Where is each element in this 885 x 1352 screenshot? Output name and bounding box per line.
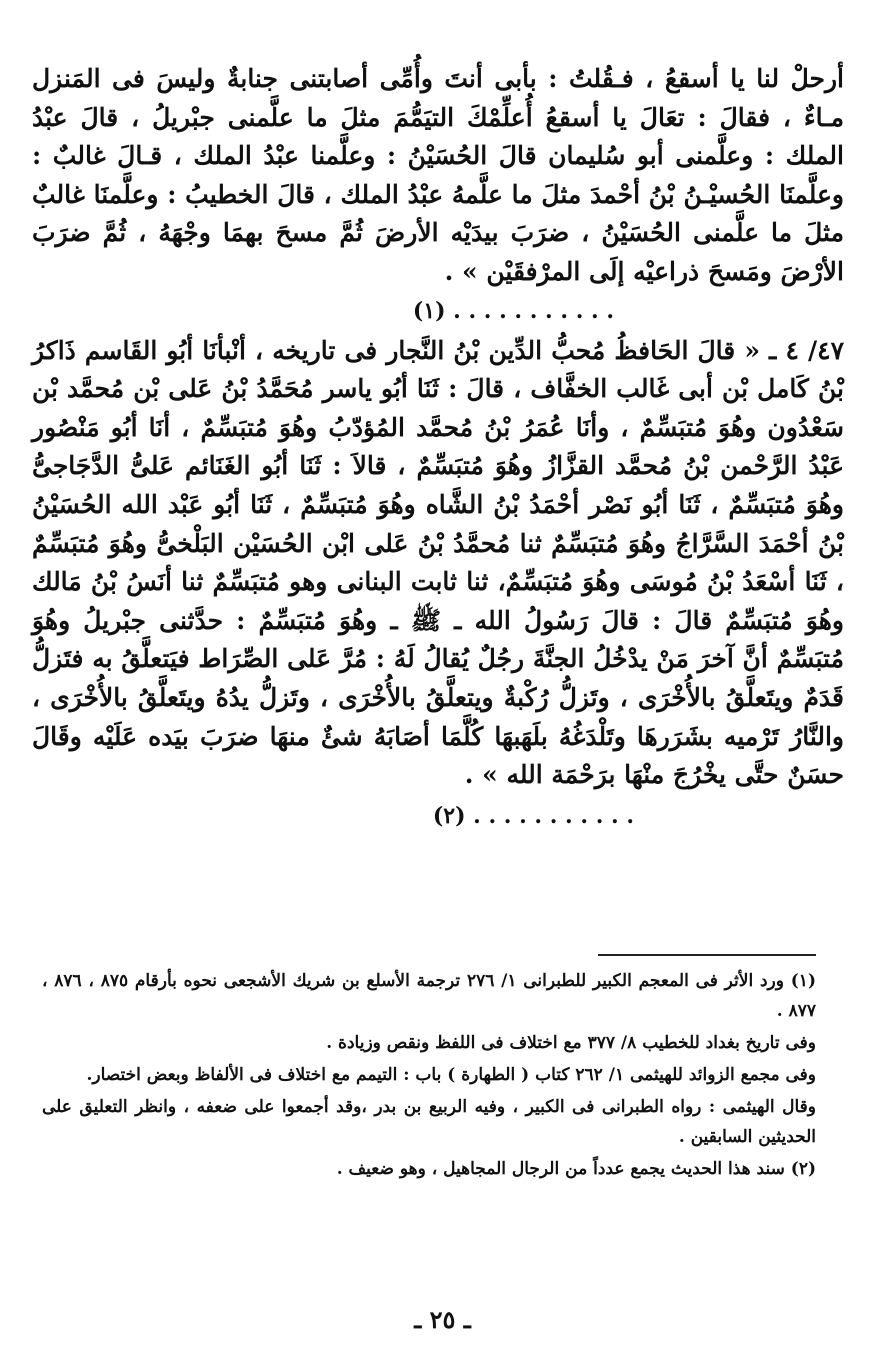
footnote-1-line-1: (١) ورد الأثر فى المعجم الكبير للطبرانى ١/ ٢٧٦ ترجمة الأسلع بن شريك الأشجعى نحوه بأرقام ٨٧٥ ، ٨٧٦ ، ٨٧٧ . [42, 971, 816, 1021]
paragraph-hadith-47: ٤٧/ ٤ ـ « قالَ الحَافظُ مُحبُّ الدِّين بْنُ النَّجار فى تاريخه ، أنْبأنَا أبُو القَاسم ذَاكرُ بْنُ كَامل بْن أبى غَالب الخفَّاف ، قالَ : ثَنَا أبُو ياسر مُحَمَّدُ بْنُ عَلى بْن مُحمَّد بْن سَعْدُون وهُوَ مُتبَسِّمٌ ، وأنَا عُمَرُ بْنُ مُحمَّد المُؤدّبُ وهُوَ مُتبَسِّمٌ ، أنَا أبُو مَنْصُور عَبْدُ الرَّحْمن بْنُ مُحمَّد القزَّازُ وهُوَ مُتبَسِّمٌ ، قالاَ : ثَنَا أبُو الغَنَائم عَلىُّ الدَّجَاجىُّ وهُوَ مُتبَسِّمٌ ، ثَنَا أبُو نَصْر أحْمَدُ بْنُ الشَّاه وهُوَ مُتبَسِّمٌ ، ثَنَا أبُو عَبْد الله الحُسَيْنُ بْنُ أحْمَدَ السَّرَّاجُ وهُوَ مُتبَسِّمٌ ثنا مُحمَّدُ بْنُ عَلى ابْن الحُسَيْن البَلْخىُّ وهُوَ مُتبَسِّمٌ ، ثَنَا أسْعَدُ بْنُ مُوسَى وهُوَ مُتبَسِّمٌ، ثنا ثابت البنانى وهو مُتبَسِّمٌ ثنا أنَسُ بْنُ مَالك وهُوَ مُتبَسِّمٌ قالَ : قالَ رَسُولُ الله ـ ﷺ ـ وهُوَ مُتبَسِّمٌ : حدَّثنى جبْريلُ وهُوَ مُتبَسِّمٌ أنَّ آخرَ مَنْ يدْخُلُ الجنَّةَ رجُلٌ يُقالُ لَهُ : مُرَّ عَلى الصِّرَاط فيَتعلَّقُ به فتَزلُّ قَدَمٌ ويتَعلَّقُ بالأُخْرَى ، وتَزلُّ رُكْبةٌ ويتعلَّقُ بالأُخْرَى ، وتَزلُّ يدُهُ ويتَعلَّقُ بالأُخْرَى ، والنَّارُ تَرْميه بشَرَرهَا وتَلْدَغُهُ بلَهَبهَا كُلَّمَا أصَابَهُ شئٌ منهَا ضرَبَ بيَده عَلَيْه وقَالَ حسَنٌ حتَّى يخْرُجَ منْهَا برَحْمَة الله » . [32, 335, 844, 790]
footnote-1-line-3: وفى مجمع الزوائد للهيثمى ١/ ٢٦٢ كتاب ( الطهارة ) باب : التيمم مع اختلاف فى الألفاظ وبعض اختصار. [86, 1065, 816, 1085]
footnote-1-line-2: وفى تاريخ بغداد للخطيب ٨/ ٣٧٧ مع اختلاف فى اللفظ ونقص وزيادة . [326, 1033, 816, 1053]
main-text [32, 60, 844, 837]
footnote-1-line-4: وقال الهيثمى : رواه الطبرانى فى الكبير ، وفيه الربيع بن بدر ،وقد أجمعوا على ضعفه ، وانظر التعليق على الحديثين السابقين . [42, 1097, 816, 1147]
footnote-marker-1: . . . . . . . . . . . (١) [412, 297, 614, 324]
page-number: ـ ٢٥ ـ [414, 1305, 471, 1334]
footnote-2: (٢) سند هذا الحديث يجمع عدداً من الرجال المجاهيل ، وهو ضعيف . [336, 1159, 816, 1179]
footnote-marker-2: . . . . . . . . . . . (٢) [432, 802, 634, 829]
footnote-separator [598, 954, 816, 956]
footnotes [42, 966, 816, 1186]
paragraph-tayammum-hadith: أرحلْ لنا يا أسقعُ ، فـقُلتُ : بأبى أنتَ وأُمِّى أصابتنى جنابةٌ وليسَ فى المَنزل مـاءٌ ، فقالَ : تعَالَ يا أسقعُ أُعلِّمْكَ التيَمُّمَ مثلَ ما علَّمنى جبْريلُ ، قالَ عبْدُ الملك : وعلَّمنى أبو سُليمان قالَ الحُسَيْنُ : وعلَّمنا عبْدُ الملك ، قـالَ غالبٌ : وعلَّمنَا الحُسيْـنُ بْنُ أحْمدَ مثلَ ما علَّمهُ عبْدُ الملك ، قالَ الخطيبُ : وعلَّمنَا غالبٌ مثلَ ما علَّمنى الحُسَيْنُ ، ضرَبَ بيدَيْه الأرضَ ثُمَّ مسحَ بهمَا وجْهَهُ ، ثُمَّ ضرَبَ الأرْضَ ومَسحَ ذراعيْه إلَى المرْفقَيْن » . [32, 64, 844, 286]
